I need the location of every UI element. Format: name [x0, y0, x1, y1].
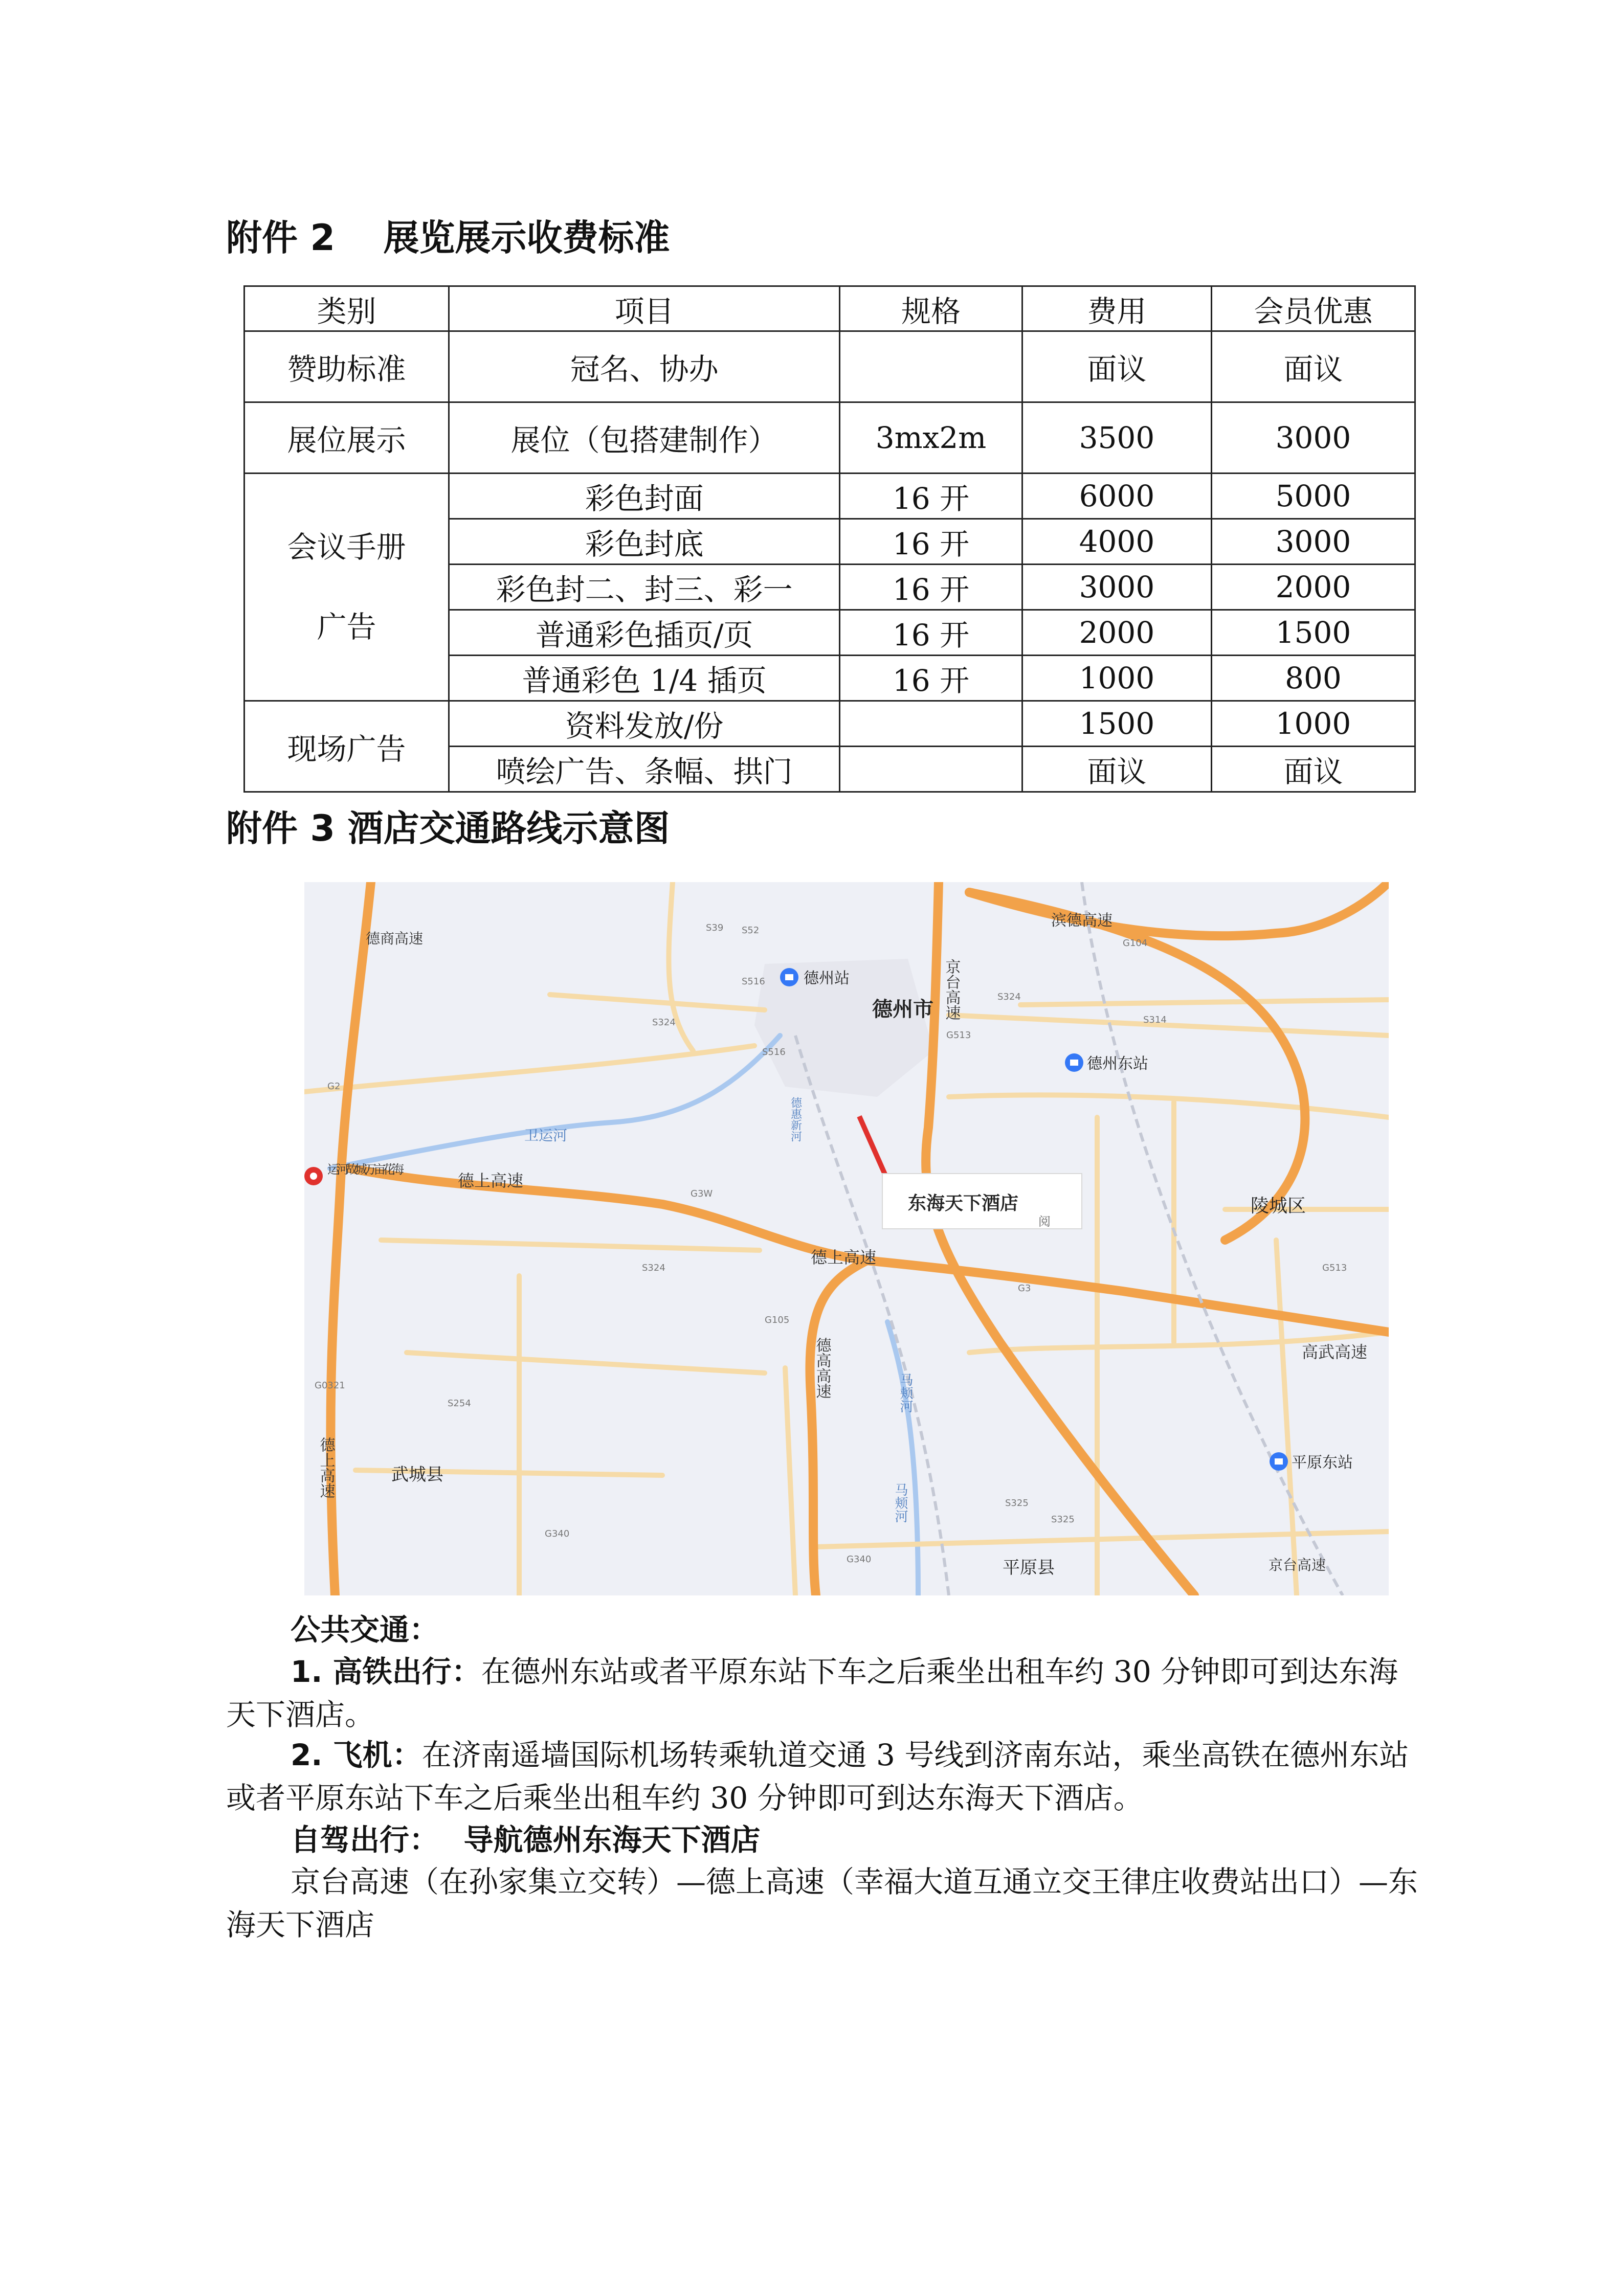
- item-cell: 彩色封二、封三、彩一: [449, 565, 840, 610]
- item-cell: 展位（包搭建制作）: [449, 402, 840, 474]
- route-badge: S324: [652, 1017, 676, 1028]
- route-badge: S39: [706, 922, 724, 933]
- item-cell: 普通彩色 1/4 插页: [449, 656, 840, 701]
- fee-cell: 3500: [1022, 402, 1211, 474]
- fee-cell: 3000: [1022, 565, 1211, 610]
- drive-label: 自驾出行：: [291, 1822, 439, 1857]
- route-badge: S324: [642, 1263, 665, 1273]
- city-label: 陵城区: [1251, 1196, 1306, 1217]
- hotel-callout-suffix: 阅: [1038, 1214, 1051, 1229]
- river-label: 德惠新河: [789, 1097, 802, 1142]
- station-label: 德州东站: [1087, 1055, 1148, 1073]
- route-badge: G2: [327, 1081, 341, 1092]
- member-cell: 面议: [1211, 331, 1415, 402]
- member-cell: 3000: [1211, 402, 1415, 474]
- spec-cell: [840, 747, 1022, 792]
- station-label: 德州站: [804, 970, 850, 987]
- river-label: 卫运河: [524, 1127, 568, 1144]
- route-badge: G104: [1123, 938, 1148, 949]
- item-cell: 资料发放/份: [449, 701, 840, 747]
- spec-cell: 16 开: [840, 519, 1022, 565]
- route-badge: S52: [742, 925, 760, 936]
- category-cell-handbook-ads: [244, 474, 449, 701]
- public-transport-heading: 公共交通：: [291, 1612, 439, 1647]
- category-line: 会议手册: [287, 530, 406, 565]
- river-label: 马颊河: [898, 1373, 913, 1413]
- member-cell: 1000: [1211, 701, 1415, 747]
- route-badge: S325: [1051, 1514, 1075, 1525]
- route-badge: G3W: [691, 1188, 713, 1199]
- fee-cell: 6000: [1022, 474, 1211, 519]
- city-label: 武城县: [391, 1465, 443, 1485]
- item-cell: 普通彩色插页/页: [449, 610, 840, 656]
- spec-cell: 3mx2m: [840, 402, 1022, 474]
- member-cell: 面议: [1211, 747, 1415, 792]
- table-row: [244, 402, 1415, 474]
- member-cell: 3000: [1211, 519, 1415, 565]
- fee-table: [243, 285, 1416, 793]
- station-label: 平原东站: [1292, 1454, 1353, 1472]
- route-badge: G513: [1322, 1263, 1347, 1273]
- category-cell: 展位展示: [244, 402, 449, 474]
- table-header-row: [244, 286, 1415, 331]
- air-paragraph: [226, 1734, 1423, 1819]
- fee-cell: 1000: [1022, 656, 1211, 701]
- expressway-label: 京台高速: [1269, 1557, 1326, 1573]
- route-badge: G105: [765, 1315, 790, 1325]
- rail-paragraph: [226, 1650, 1423, 1736]
- station-icon: [1270, 1452, 1288, 1471]
- table-row: [244, 701, 1415, 747]
- table-row: [244, 474, 1415, 519]
- table-header-cell: 规格: [840, 286, 1022, 331]
- member-cell: 2000: [1211, 565, 1415, 610]
- route-badge: S254: [448, 1398, 471, 1409]
- route-badge: G513: [946, 1030, 971, 1041]
- category-cell: 赞助标准: [244, 331, 449, 402]
- drive-route: 京台高速（在孙家集立交转）—德上高速（幸福大道互通立交王律庄收费站出口）—东海天下酒店: [226, 1864, 1418, 1942]
- fee-cell: 面议: [1022, 331, 1211, 402]
- spec-cell: [840, 701, 1022, 747]
- expressway-label: 德商高速: [366, 930, 424, 947]
- expressway-label: 德上高速: [458, 1171, 524, 1190]
- spec-cell: 16 开: [840, 474, 1022, 519]
- table-header-cell: 类别: [244, 286, 449, 331]
- expressway-label: 德上高速: [811, 1248, 877, 1267]
- river-label: 马颊河: [893, 1483, 908, 1523]
- air-text: 在济南遥墙国际机场转乘轨道交通 3 号线到济南东站，乘坐高铁在德州东站或者平原东站下车之后乘坐出租车约 30 分钟即可到达东海天下酒店。: [226, 1738, 1409, 1815]
- table-row: [244, 331, 1415, 402]
- rail-text: 在德州东站或者平原东站下车之后乘坐出租车约 30 分钟即可到达东海天下酒店。: [226, 1654, 1398, 1732]
- expressway-label: 京台高速: [942, 959, 961, 1020]
- route-badge: S314: [1143, 1015, 1167, 1025]
- item-cell: 喷绘广告、条幅、拱门: [449, 747, 840, 792]
- item-cell: 彩色封面: [449, 474, 840, 519]
- table-header-cell: 项目: [449, 286, 840, 331]
- route-badge: S324: [997, 992, 1021, 1002]
- poi-label: 运河故城万亩花海: [327, 1162, 404, 1177]
- poi-pin-icon: [304, 1167, 323, 1185]
- member-cell: 5000: [1211, 474, 1415, 519]
- item-cell: 彩色封底: [449, 519, 840, 565]
- expressway-label: 高武高速: [1302, 1342, 1368, 1362]
- spec-cell: 16 开: [840, 565, 1022, 610]
- member-cell: 800: [1211, 656, 1415, 701]
- station-icon: [780, 968, 798, 986]
- expressway-label: 德高高速: [813, 1337, 831, 1399]
- category-cell: 现场广告: [244, 701, 449, 792]
- item-cell: 冠名、协办: [449, 331, 840, 402]
- hotel-route-map: [304, 882, 1389, 1595]
- drive-title: [226, 1818, 1423, 1861]
- hotel-callout-label: 东海天下酒店: [908, 1193, 1019, 1214]
- fee-cell: 面议: [1022, 747, 1211, 792]
- route-badge: S325: [1005, 1498, 1029, 1509]
- route-badge: G340: [847, 1554, 872, 1565]
- rail-label: 1. 高铁出行：: [291, 1654, 481, 1689]
- route-badge: S516: [762, 1047, 786, 1057]
- spec-cell: 16 开: [840, 656, 1022, 701]
- route-badge: G0321: [315, 1380, 345, 1391]
- table-header-cell: 费用: [1022, 286, 1211, 331]
- fee-cell: 4000: [1022, 519, 1211, 565]
- member-cell: 1500: [1211, 610, 1415, 656]
- heading-fee-standard: 附件 2 展览展示收费标准: [226, 217, 670, 259]
- route-badge: G3: [1018, 1283, 1031, 1294]
- fee-cell: 1500: [1022, 701, 1211, 747]
- spec-cell: [840, 331, 1022, 402]
- route-badge: G340: [545, 1528, 570, 1539]
- public-transport-title: [226, 1608, 1423, 1651]
- fee-cell: 2000: [1022, 610, 1211, 656]
- table-header-cell: 会员优惠: [1211, 286, 1415, 331]
- expressway-label: 滨德高速: [1051, 912, 1113, 930]
- heading-hotel-map: 附件 3 酒店交通路线示意图: [226, 807, 670, 849]
- category-line: 广告: [317, 610, 376, 644]
- route-badge: S516: [742, 976, 765, 987]
- expressway-label: 德上高速: [317, 1437, 335, 1498]
- air-label: 2. 飞机：: [291, 1738, 422, 1772]
- city-label: 平原县: [1003, 1558, 1055, 1578]
- station-icon: [1065, 1053, 1083, 1072]
- city-label: 德州市: [872, 998, 933, 1021]
- spec-cell: 16 开: [840, 610, 1022, 656]
- drive-nav: 导航德州东海天下酒店: [463, 1822, 761, 1857]
